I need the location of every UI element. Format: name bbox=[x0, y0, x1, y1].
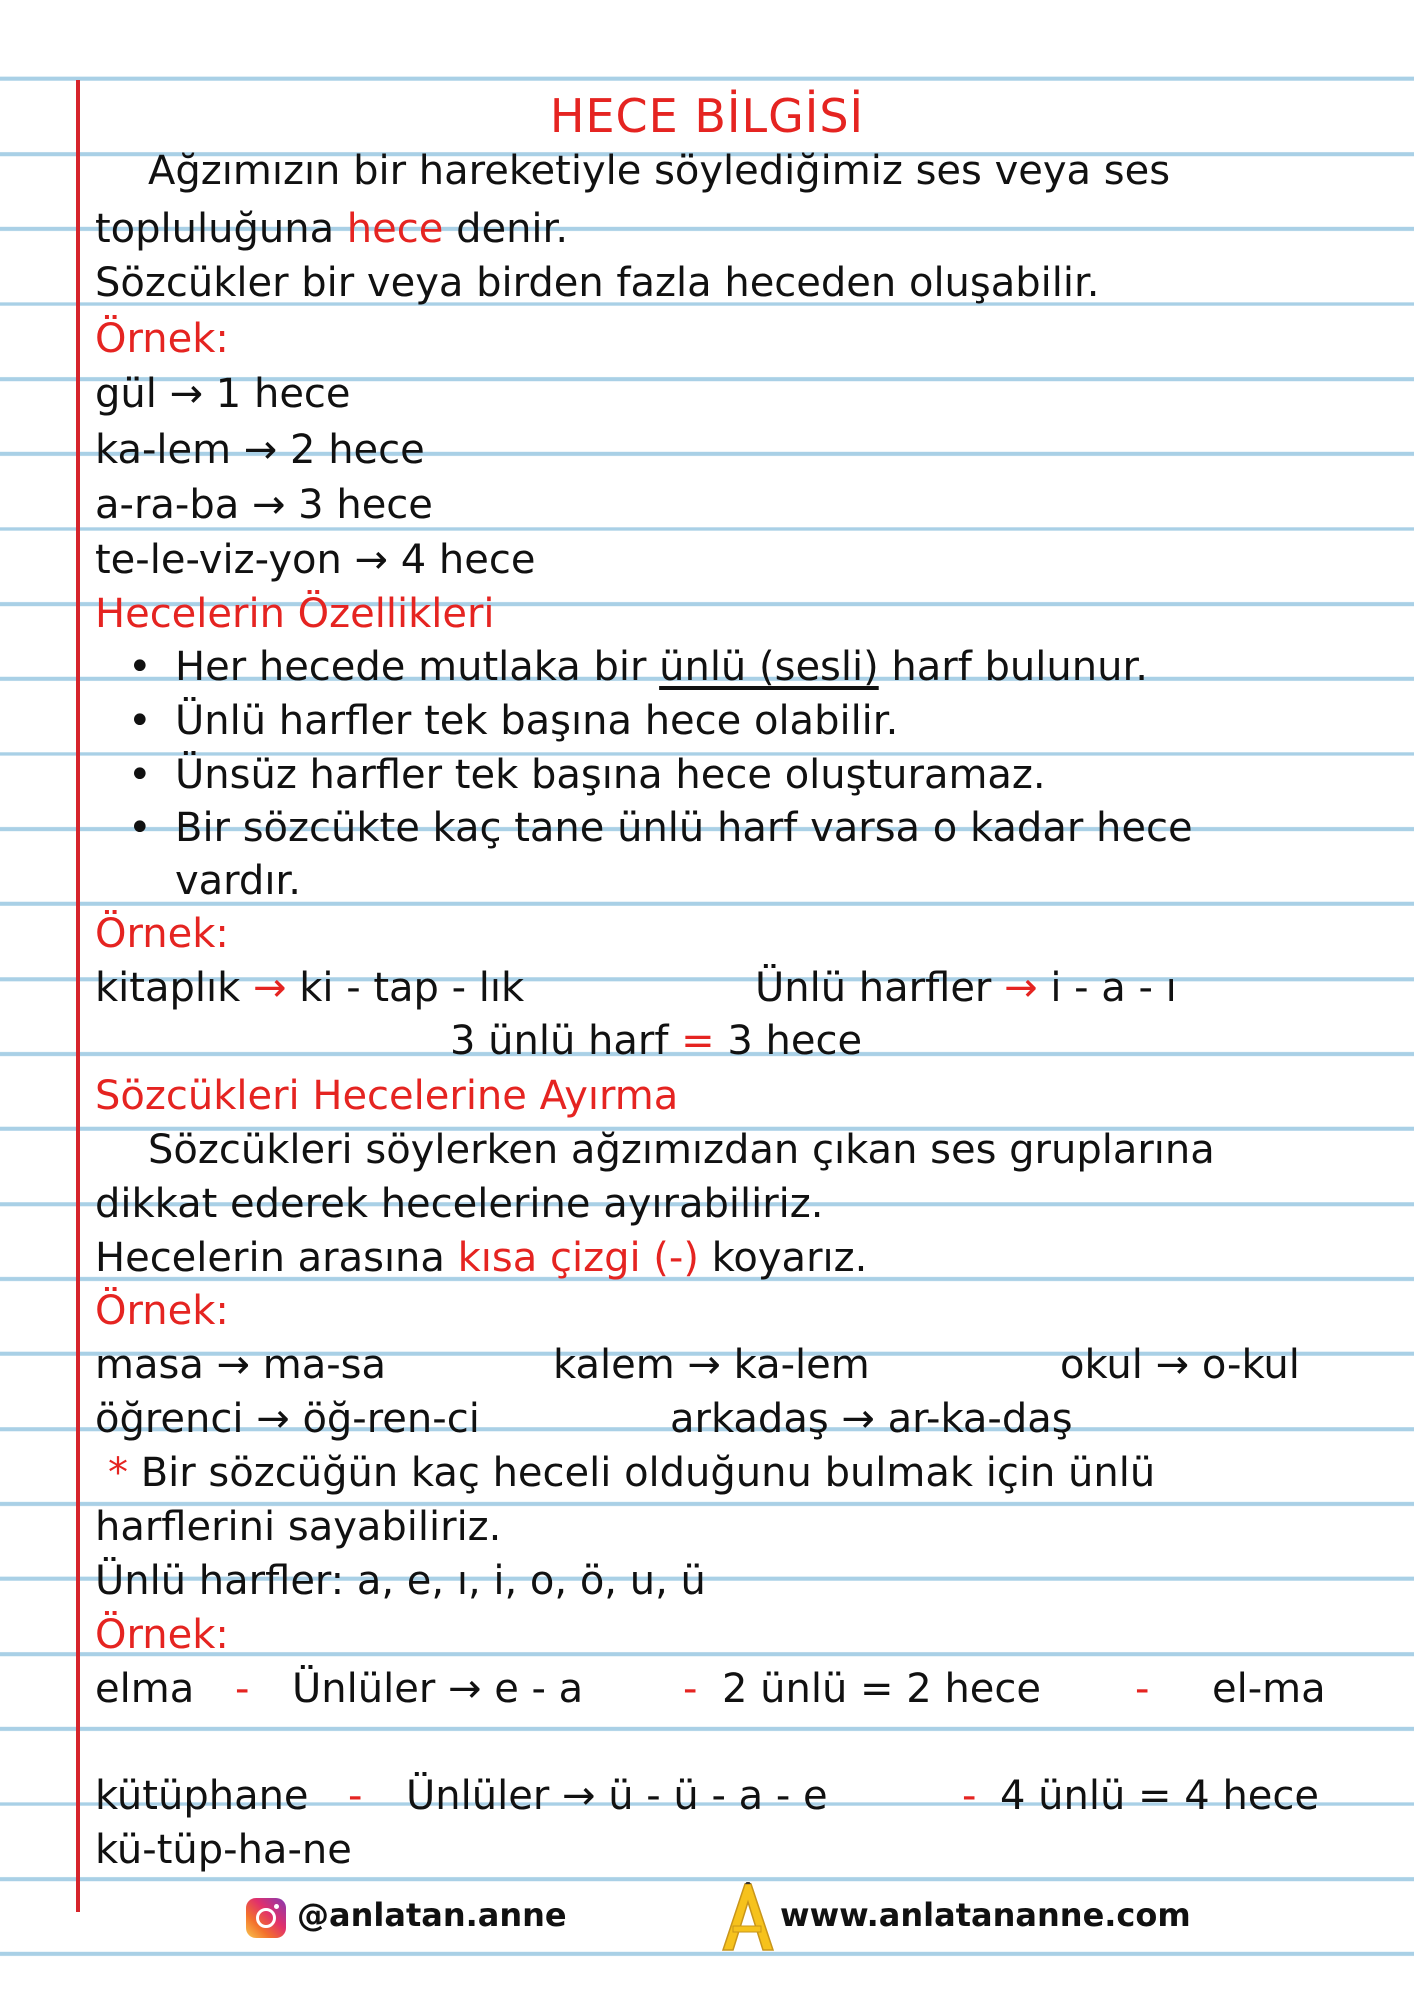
kutuphane-word: kütüphane bbox=[95, 1773, 309, 1819]
elma-split: el-ma bbox=[1212, 1666, 1326, 1712]
intro-line-2: topluluğuna hece denir. bbox=[95, 206, 569, 252]
feature-item-1: Her hecede mutlaka bir ünlü (sesli) harf bulunur. bbox=[175, 644, 1148, 690]
asterisk-icon: * bbox=[108, 1450, 128, 1496]
kutuphane-count: 4 ünlü = 4 hece bbox=[1000, 1773, 1320, 1819]
kutuphane-split: kü-tüp-ha-ne bbox=[95, 1827, 352, 1873]
example-label-2: Örnek: bbox=[95, 911, 229, 957]
bullet-dot: • bbox=[128, 805, 152, 851]
instagram-handle: @anlatan.anne bbox=[297, 1896, 567, 1934]
kutuphane-vowels: Ünlüler → ü - ü - a - e bbox=[406, 1773, 828, 1819]
example-araba: a-ra-ba → 3 hece bbox=[95, 482, 433, 528]
kitaplik-word: kitaplık → ki - tap - lık bbox=[95, 965, 525, 1011]
bullet-dot: • bbox=[128, 698, 152, 744]
term-hece: hece bbox=[346, 206, 444, 252]
feature-item-2: Ünlü harfler tek başına hece olabilir. bbox=[175, 698, 899, 744]
note-line-3: Ünlü harfler: a, e, ı, i, o, ö, u, ü bbox=[95, 1558, 706, 1604]
letter-a-pencil-logo bbox=[715, 1882, 775, 1952]
elma-word: elma bbox=[95, 1666, 195, 1712]
bullet-dot: • bbox=[128, 752, 152, 798]
note-line-1: * Bir sözcüğün kaç heceli olduğunu bulmak için ünlü bbox=[108, 1450, 1156, 1496]
intro-line-1: Ağzımızın bir hareketiyle söylediğimiz ses veya ses bbox=[148, 148, 1171, 194]
example-masa: masa → ma-sa bbox=[95, 1342, 387, 1388]
elma-vowels: Ünlüler → e - a bbox=[292, 1666, 584, 1712]
feature-item-3: Ünsüz harfler tek başına hece oluşturamaz. bbox=[175, 752, 1046, 798]
dash-separator: - bbox=[683, 1666, 698, 1712]
arrow-icon: → bbox=[252, 965, 287, 1011]
feature-item-4-cont: vardır. bbox=[175, 858, 301, 904]
page-title: HECE BİLGİSİ bbox=[549, 89, 865, 143]
margin-line bbox=[76, 80, 80, 1912]
split-para-3: Hecelerin arasına kısa çizgi (-) koyarız. bbox=[95, 1235, 868, 1281]
example-label-1: Örnek: bbox=[95, 316, 229, 362]
dash-separator: - bbox=[962, 1773, 977, 1819]
split-heading: Sözcükleri Hecelerine Ayırma bbox=[95, 1073, 679, 1119]
dash-separator: - bbox=[1135, 1666, 1150, 1712]
elma-count: 2 ünlü = 2 hece bbox=[722, 1666, 1042, 1712]
note-line-2: harflerini sayabiliriz. bbox=[95, 1504, 502, 1550]
example-label-4: Örnek: bbox=[95, 1612, 229, 1658]
term-kisa-cizgi: kısa çizgi (-) bbox=[457, 1235, 699, 1281]
arrow-icon: → bbox=[1004, 965, 1038, 1011]
example-okul: okul → o-kul bbox=[1060, 1342, 1300, 1388]
example-kalem-2: kalem → ka-lem bbox=[553, 1342, 870, 1388]
example-televizyon: te-le-viz-yon → 4 hece bbox=[95, 537, 536, 583]
kitaplik-count: 3 ünlü harf = 3 hece bbox=[450, 1018, 863, 1064]
kitaplik-vowels: Ünlü harfler → i - a - ı bbox=[755, 965, 1177, 1011]
example-ogrenci: öğrenci → öğ-ren-ci bbox=[95, 1396, 480, 1442]
split-para-2: dikkat ederek hecelerine ayırabiliriz. bbox=[95, 1181, 824, 1227]
split-para-1: Sözcükleri söylerken ağzımızdan çıkan ses gruplarına bbox=[148, 1127, 1215, 1173]
equals-sign: = bbox=[681, 1018, 715, 1064]
example-kalem: ka-lem → 2 hece bbox=[95, 427, 425, 473]
intro-line-3: Sözcükler bir veya birden fazla heceden oluşabilir. bbox=[95, 260, 1100, 306]
example-arkadas: arkadaş → ar-ka-daş bbox=[670, 1396, 1073, 1442]
bullet-dot: • bbox=[128, 644, 152, 690]
example-label-3: Örnek: bbox=[95, 1288, 229, 1334]
example-gul: gül → 1 hece bbox=[95, 371, 351, 417]
dash-separator: - bbox=[348, 1773, 363, 1819]
website-url: www.anlatananne.com bbox=[780, 1896, 1191, 1934]
feature-item-4: Bir sözcükte kaç tane ünlü harf varsa o kadar hece bbox=[175, 805, 1193, 851]
features-heading: Hecelerin Özellikleri bbox=[95, 591, 495, 637]
instagram-icon bbox=[246, 1898, 286, 1938]
dash-separator: - bbox=[235, 1666, 250, 1712]
